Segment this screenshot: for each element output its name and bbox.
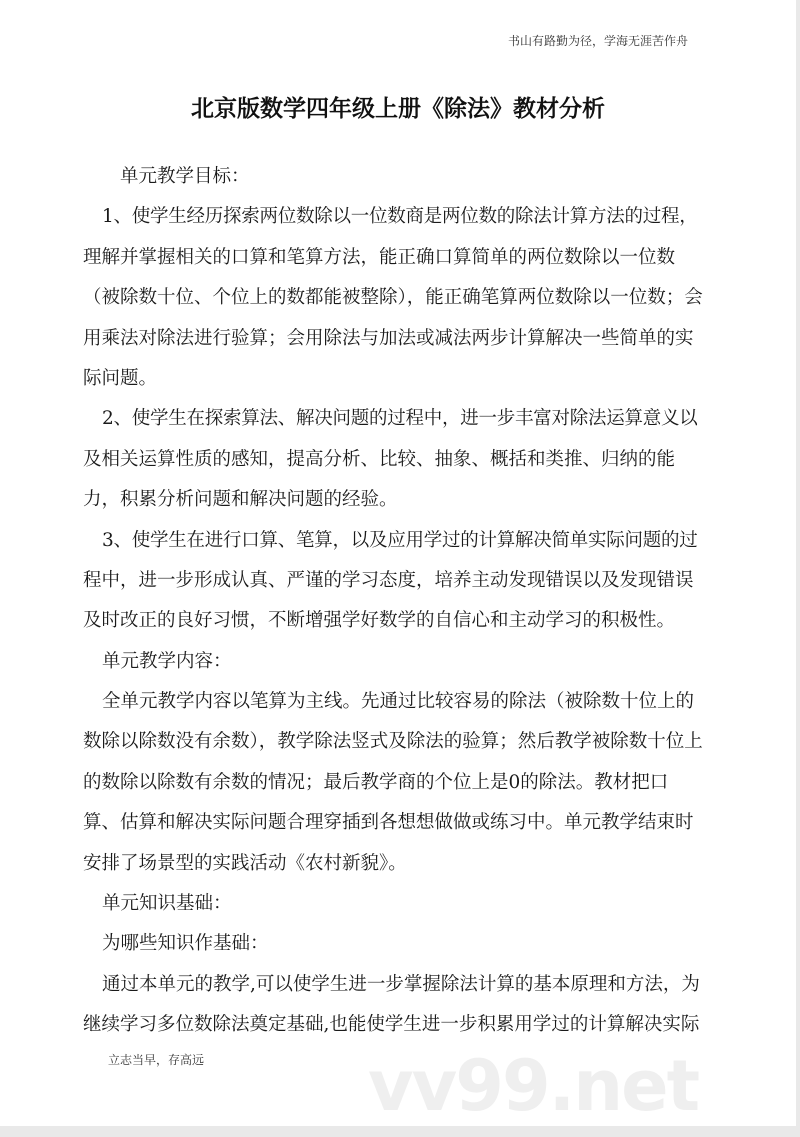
text-line: 安排了场景型的实践活动《农村新貌》。 bbox=[83, 852, 407, 874]
text-line: 际问题。 bbox=[83, 367, 158, 389]
page-header-motto: 书山有路勤为径，学海无涯苦作舟 bbox=[507, 34, 688, 48]
text-line: 通过本单元的教学,可以使学生进一步掌握除法计算的基本原理和方法，为 bbox=[102, 973, 700, 995]
text-line: （被除数十位、个位上的数都能被整除），能正确笔算两位数除以一位数；会 bbox=[83, 287, 703, 309]
section-heading-knowledge: 单元知识基础： bbox=[102, 893, 232, 915]
text-line: 全单元教学内容以笔算为主线。先通过比较容易的除法（被除数十位上的 bbox=[102, 691, 695, 713]
text-line: 及时改正的良好习惯，不断增强学好数学的自信心和主动学习的积极性。 bbox=[83, 610, 676, 632]
section-heading-goals: 单元教学目标： bbox=[120, 166, 250, 187]
watermark: vv99.net bbox=[368, 1045, 699, 1127]
text-line: 数除以除数没有余数），教学除法竖式及除法的验算；然后教学被除数十位上 bbox=[83, 731, 703, 753]
text-line: 算、估算和解决实际问题合理穿插到各想想做做或练习中。单元教学结束时 bbox=[83, 812, 694, 834]
text-line: 继续学习多位数除法奠定基础,也能使学生进一步积累用学过的计算解决实际 bbox=[83, 1014, 700, 1036]
text-line: 1、使学生经历探索两位数除以一位数商是两位数的除法计算方法的过程， bbox=[102, 206, 698, 228]
document-title: 北京版数学四年级上册《除法》教材分析 bbox=[191, 96, 605, 122]
text-line: 理解并掌握相关的口算和笔算方法，能正确口算简单的两位数除以一位数 bbox=[83, 246, 676, 268]
text-line: 用乘法对除法进行验算；会用除法与加法或减法两步计算解决一些简单的实 bbox=[83, 327, 694, 349]
text-line: 及相关运算性质的感知，提高分析、比较、抽象、概括和类推、归纳的能 bbox=[83, 448, 676, 470]
page-footer-motto: 立志当早，存高远 bbox=[108, 1053, 205, 1067]
text-line: 3、使学生在进行口算、笔算，以及应用学过的计算解决简单实际问题的过 bbox=[102, 529, 698, 551]
text-line: 2、使学生在探索算法、解决问题的过程中，进一步丰富对除法运算意义以 bbox=[102, 408, 698, 430]
text-line: 的数除以除数有余数的情况；最后教学商的个位上是0的除法。教材把口 bbox=[83, 771, 669, 793]
section-heading-content: 单元教学内容： bbox=[102, 650, 232, 672]
document-body bbox=[83, 157, 703, 1046]
text-line: 程中，进一步形成认真、严谨的学习态度，培养主动发现错误以及发现错误 bbox=[83, 569, 694, 591]
text-line: 力，积累分析问题和解决问题的经验。 bbox=[83, 489, 398, 511]
subheading: 为哪些知识作基础： bbox=[102, 933, 269, 955]
